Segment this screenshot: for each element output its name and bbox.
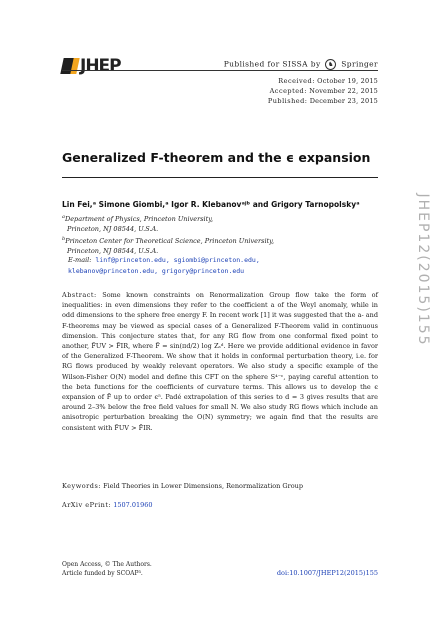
email-addresses-1[interactable]: linf@princeton.edu, sgiombi@princeton.edu, — [95, 256, 260, 264]
accepted-value: November 22, 2015 — [309, 87, 378, 95]
email-line-2 — [68, 267, 244, 275]
email-addresses-2[interactable]: klebanov@princeton.edu, grigory@princeton.edu — [68, 267, 245, 275]
journal-logo — [62, 56, 126, 76]
affiliation-a — [62, 212, 213, 234]
paper-title: Generalized F-theorem and the ϵ expansion — [62, 150, 371, 165]
received-date — [278, 77, 378, 85]
logo-text: JHEP — [80, 56, 121, 76]
affiliation-b-line1: Princeton Center for Theoretical Science, Princeton University, — [65, 237, 275, 246]
arxiv-label: ArXiv ePrint: — [62, 501, 112, 509]
published-label: Published: — [267, 97, 308, 105]
keywords-label: Keywords: — [62, 482, 101, 490]
accepted-label: Accepted: — [269, 87, 307, 95]
affiliation-b-line2: Princeton, NJ 08544, U.S.A. — [67, 247, 159, 256]
springer-horse-icon: ♞ — [325, 59, 336, 70]
open-access-text: Open Access, © The Authors. — [62, 561, 152, 568]
published-for-text: Published for SISSA by — [223, 59, 321, 69]
title-rule — [62, 177, 378, 178]
keywords-text: Field Theories in Lower Dimensions, Renormalization Group — [103, 482, 303, 490]
affiliation-a-line2: Princeton, NJ 08544, U.S.A. — [67, 225, 159, 234]
affiliation-a-line1: Department of Physics, Princeton University, — [64, 215, 214, 224]
open-access-note — [62, 560, 152, 578]
publisher-name: Springer — [341, 59, 378, 69]
keywords — [62, 482, 303, 490]
side-identifier — [410, 160, 436, 380]
published-date — [268, 97, 378, 105]
arxiv-eprint — [62, 501, 153, 509]
abstract-text: Some known constraints on Renormalization Group flow take the form of inequalities: in even dimensions they refer to the coefficient a of the Weyl anomaly, while in odd dimensions to the sphere free energy F. In recent work [1] it was suggested that the a- and F-theorems may be viewed as special cases of a Generalized F-Theorem valid in continuous dimension. This conjecture states that, for any RG flow from one conformal fixed point to another, F̃UV > F̃IR, where F̃ = sin(πd/2) log Zₛᵈ. Here we provide additional evidence in favor of the Generalized F-Theorem. We show that it holds in conformal perturbation theory, i.e. for RG flows produced by weakly relevant operators. We also study a specific example of the Wilson-Fisher O(N) model and define this CFT on the sphere S⁴⁻ᵋ, paying careful attention to the beta functions for the coefficients of curvature terms. This allows us to develop the ϵ expansion of F̃ up to order ϵ⁵. Padé extrapolation of this series to d = 3 gives results that are around 2–3% below the free field values for small N. We also study RG flows which include an anisotropic perturbation breaking the O(N) symmetry; we again find that the results are consistent with F̃UV > F̃IR. — [62, 291, 378, 432]
email-line-1 — [68, 256, 260, 264]
abstract-heading: Abstract: — [62, 291, 97, 299]
received-label: Received: — [278, 77, 315, 85]
author-list: Lin Fei,ᵃ Simone Giombi,ᵃ Igor R. Klebanovᵃʲᵇ and Grigory Tarnopolskyᵃ — [62, 200, 360, 209]
affiliation-b-marker: b — [62, 236, 66, 242]
affiliation-b — [62, 234, 274, 256]
funding-text: Article funded by SCOAP³. — [62, 570, 143, 577]
published-for-line — [224, 59, 378, 70]
abstract — [62, 290, 378, 433]
side-identifier-text: JHEP12(2015)155 — [415, 193, 431, 347]
received-value: October 19, 2015 — [317, 77, 378, 85]
published-value: December 23, 2015 — [309, 97, 378, 105]
accepted-date — [270, 87, 378, 95]
email-label: E-mail: — [68, 256, 92, 264]
affiliation-a-marker: a — [62, 214, 65, 220]
doi-link[interactable]: doi:10.1007/JHEP12(2015)155 — [276, 569, 378, 577]
header-rule — [62, 70, 378, 71]
arxiv-link[interactable]: 1507.01960 — [113, 501, 153, 509]
